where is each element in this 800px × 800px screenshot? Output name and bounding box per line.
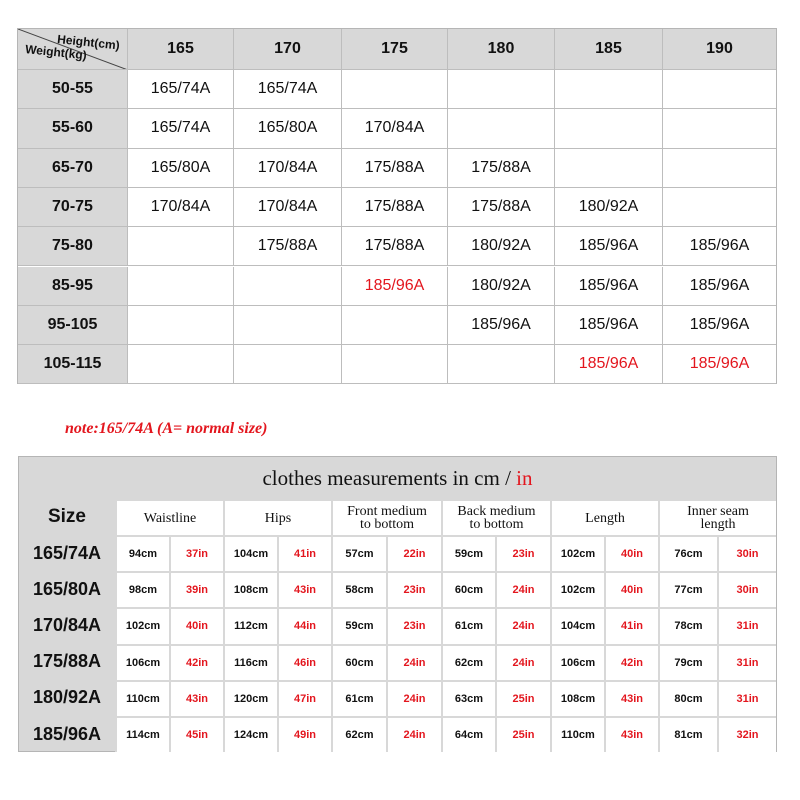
size-label: 180/92A — [32, 687, 102, 708]
size-cell: 185/96A — [555, 306, 663, 345]
size-cell — [555, 70, 663, 109]
size-chart-row — [18, 227, 776, 266]
value-cm: 112cm — [223, 607, 277, 643]
size-cell: 170/84A — [128, 188, 234, 227]
value-cm: 102cm — [115, 607, 169, 643]
measurement-group-header — [115, 499, 223, 535]
size-chart-row — [18, 345, 776, 384]
value-in: 24in — [386, 644, 441, 680]
size-cell — [663, 109, 776, 148]
value-in: 42in — [169, 644, 223, 680]
value-in: 42in — [604, 644, 658, 680]
value-cm: 108cm — [223, 571, 277, 607]
height-header-2: 175 — [342, 29, 448, 70]
measurements-title-unit: in — [516, 465, 533, 490]
size-cell — [342, 306, 448, 345]
size-cell — [663, 188, 776, 227]
measurement-group-header — [658, 499, 776, 535]
value-in: 41in — [604, 607, 658, 643]
size-cell: 185/96A — [663, 345, 776, 384]
measurements-title — [19, 457, 776, 499]
value-cm: 104cm — [223, 535, 277, 571]
measurement-row — [19, 607, 776, 643]
height-header-5: 190 — [663, 29, 776, 70]
size-cell: 175/88A — [448, 149, 555, 188]
value-cm: 120cm — [223, 680, 277, 716]
size-chart-row — [18, 149, 776, 188]
value-in: 30in — [717, 535, 776, 571]
value-in: 40in — [169, 607, 223, 643]
size-label: 165/80A — [32, 578, 102, 599]
value-cm: 110cm — [550, 716, 604, 752]
measurement-row — [19, 680, 776, 716]
value-in: 39in — [169, 571, 223, 607]
size-cell: 175/88A — [342, 188, 448, 227]
value-in: 43in — [604, 680, 658, 716]
value-in: 24in — [495, 571, 550, 607]
value-in: 24in — [495, 644, 550, 680]
size-cell — [234, 306, 342, 345]
size-cell: 170/84A — [234, 188, 342, 227]
value-cm: 98cm — [115, 571, 169, 607]
value-cm: 57cm — [331, 535, 386, 571]
value-in: 49in — [277, 716, 331, 752]
value-in: 31in — [717, 680, 776, 716]
size-cell — [663, 70, 776, 109]
height-header-1: 170 — [234, 29, 342, 70]
size-cell — [555, 149, 663, 188]
value-cm: 59cm — [331, 607, 386, 643]
measurement-row — [19, 571, 776, 607]
value-cm: 62cm — [331, 716, 386, 752]
value-in: 23in — [386, 607, 441, 643]
height-header-0: 165 — [128, 29, 234, 70]
value-in: 47in — [277, 680, 331, 716]
value-cm: 61cm — [331, 680, 386, 716]
size-cell: 175/88A — [448, 188, 555, 227]
value-cm: 110cm — [115, 680, 169, 716]
value-cm: 78cm — [658, 607, 717, 643]
size-cell — [555, 109, 663, 148]
value-in: 23in — [495, 535, 550, 571]
size-chart-row — [18, 188, 776, 227]
value-cm: 102cm — [550, 535, 604, 571]
height-axis-label: Height(cm) — [56, 32, 121, 53]
value-in: 22in — [386, 535, 441, 571]
size-cell: 185/96A — [663, 306, 776, 345]
size-cell: 175/88A — [342, 227, 448, 266]
value-cm: 76cm — [658, 535, 717, 571]
size-cell — [234, 267, 342, 306]
size-chart-row — [18, 306, 776, 345]
value-in: 37in — [169, 535, 223, 571]
measurement-row — [19, 644, 776, 680]
value-in: 25in — [495, 716, 550, 752]
size-note: note:165/74A (A= normal size) — [65, 420, 268, 437]
value-in: 43in — [169, 680, 223, 716]
value-cm: 62cm — [441, 644, 495, 680]
size-cell: 185/96A — [448, 306, 555, 345]
value-cm: 102cm — [550, 571, 604, 607]
measurement-row — [19, 716, 776, 752]
weight-range-cell: 50-55 — [18, 70, 128, 109]
size-cell — [448, 345, 555, 384]
value-cm: 61cm — [441, 607, 495, 643]
size-cell — [342, 70, 448, 109]
value-cm: 108cm — [550, 680, 604, 716]
measurement-group-header — [441, 499, 550, 535]
value-cm: 104cm — [550, 607, 604, 643]
value-cm: 79cm — [658, 644, 717, 680]
size-cell: 180/92A — [448, 267, 555, 306]
size-chart-row — [18, 70, 776, 109]
size-cell: 165/74A — [128, 70, 234, 109]
size-label: 185/96A — [32, 723, 102, 744]
measurement-row — [19, 535, 776, 571]
value-cm: 77cm — [658, 571, 717, 607]
size-chart-row — [18, 109, 776, 148]
size-cell: 185/96A — [663, 227, 776, 266]
group-label-line1: Length — [585, 510, 625, 526]
value-in: 31in — [717, 607, 776, 643]
value-cm: 80cm — [658, 680, 717, 716]
value-cm: 60cm — [441, 571, 495, 607]
measurement-group-header — [550, 499, 658, 535]
weight-range-cell: 75-80 — [18, 227, 128, 266]
group-label-line2: length — [700, 517, 736, 532]
size-label: 170/84A — [32, 614, 102, 635]
weight-range-cell: 65-70 — [18, 149, 128, 188]
value-in: 40in — [604, 571, 658, 607]
weight-axis-label: Weight(kg) — [24, 42, 88, 63]
group-label-line1: Inner seam — [687, 504, 749, 519]
size-cell: 175/88A — [342, 149, 448, 188]
size-cell — [234, 345, 342, 384]
measurements-header-row — [19, 499, 776, 535]
measurement-group-header — [223, 499, 331, 535]
size-cell — [663, 149, 776, 188]
value-cm: 63cm — [441, 680, 495, 716]
size-cell — [448, 70, 555, 109]
value-cm: 106cm — [115, 644, 169, 680]
size-cell: 180/92A — [448, 227, 555, 266]
group-label-line1: Front medium — [347, 504, 427, 519]
size-chart-table — [17, 28, 777, 384]
size-label: 165/74A — [32, 542, 102, 563]
size-cell: 170/84A — [342, 109, 448, 148]
size-chart-header-row — [18, 29, 776, 70]
value-in: 44in — [277, 607, 331, 643]
measurements-title-text: clothes measurements in cm / — [262, 465, 517, 490]
weight-range-cell: 105-115 — [18, 345, 128, 384]
size-cell: 175/88A — [234, 227, 342, 266]
value-cm: 124cm — [223, 716, 277, 752]
value-cm: 106cm — [550, 644, 604, 680]
value-in: 24in — [495, 607, 550, 643]
size-cell — [342, 345, 448, 384]
value-in: 40in — [604, 535, 658, 571]
value-cm: 64cm — [441, 716, 495, 752]
size-cell: 165/80A — [128, 149, 234, 188]
size-cell: 185/96A — [342, 267, 448, 306]
value-in: 24in — [386, 716, 441, 752]
size-cell: 165/74A — [234, 70, 342, 109]
weight-range-cell: 70-75 — [18, 188, 128, 227]
value-cm: 60cm — [331, 644, 386, 680]
size-cell — [448, 109, 555, 148]
value-in: 31in — [717, 644, 776, 680]
size-cell: 185/96A — [555, 267, 663, 306]
value-cm: 81cm — [658, 716, 717, 752]
value-in: 23in — [386, 571, 441, 607]
group-label-line1: Back medium — [457, 504, 536, 519]
size-cell — [128, 227, 234, 266]
size-label: 175/88A — [32, 651, 102, 672]
measurement-group-header — [331, 499, 441, 535]
size-chart-corner — [18, 29, 128, 70]
value-cm: 94cm — [115, 535, 169, 571]
group-label-line1: Waistline — [143, 510, 197, 526]
value-in: 45in — [169, 716, 223, 752]
height-header-4: 185 — [555, 29, 663, 70]
value-in: 25in — [495, 680, 550, 716]
size-cell — [128, 345, 234, 384]
value-in: 24in — [386, 680, 441, 716]
size-cell: 165/80A — [234, 109, 342, 148]
value-in: 41in — [277, 535, 331, 571]
weight-range-cell: 55-60 — [18, 109, 128, 148]
weight-range-cell: 85-95 — [18, 267, 128, 306]
value-cm: 59cm — [441, 535, 495, 571]
group-label-line1: Hips — [264, 510, 292, 526]
value-cm: 116cm — [223, 644, 277, 680]
size-cell: 185/96A — [663, 267, 776, 306]
size-cell — [128, 267, 234, 306]
group-label-line2: to bottom — [359, 517, 415, 532]
size-cell — [128, 306, 234, 345]
value-cm: 58cm — [331, 571, 386, 607]
size-cell: 185/96A — [555, 227, 663, 266]
size-column-header: Size — [47, 506, 87, 527]
size-cell: 170/84A — [234, 149, 342, 188]
value-cm: 114cm — [115, 716, 169, 752]
size-cell: 180/92A — [555, 188, 663, 227]
value-in: 43in — [277, 571, 331, 607]
value-in: 46in — [277, 644, 331, 680]
height-header-3: 180 — [448, 29, 555, 70]
measurements-table — [18, 456, 777, 752]
value-in: 43in — [604, 716, 658, 752]
size-cell: 165/74A — [128, 109, 234, 148]
weight-range-cell: 95-105 — [18, 306, 128, 345]
size-cell: 185/96A — [555, 345, 663, 384]
group-label-line2: to bottom — [469, 517, 524, 532]
value-in: 32in — [717, 716, 776, 752]
size-chart-row — [18, 267, 776, 306]
value-in: 30in — [717, 571, 776, 607]
